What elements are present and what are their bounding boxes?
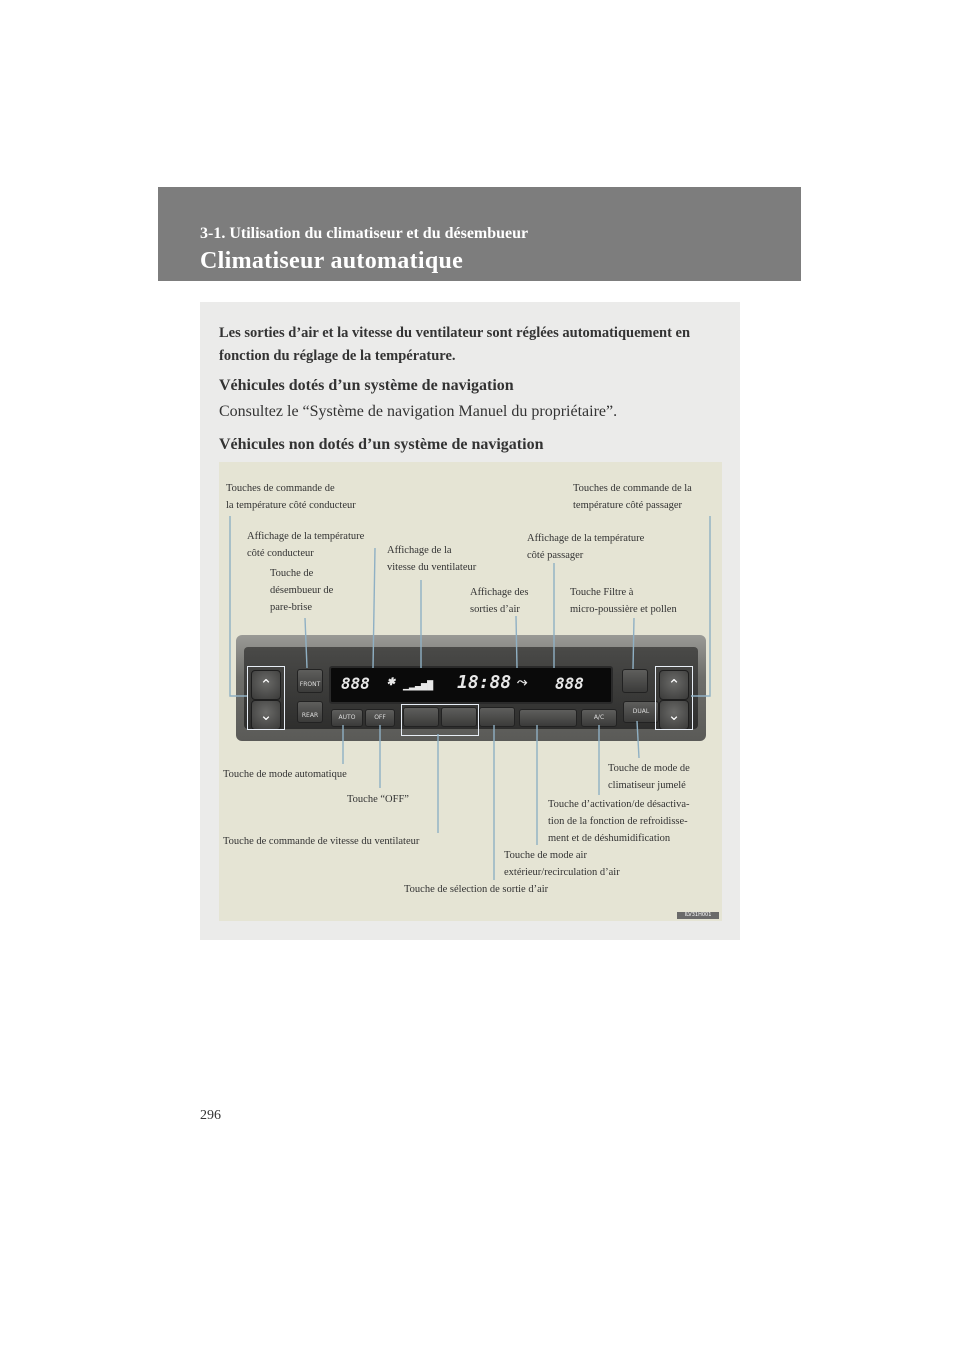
label-auto-mode: Touche de mode automatique [223, 769, 347, 780]
leader-lines [219, 462, 722, 921]
label-driver-temp-buttons: Touches de commande de la température côté conducteur [226, 483, 356, 511]
air-outlet-icon: ⤳ [517, 675, 528, 690]
label-recirculation: Touche de mode air extérieur/recirculation d’air [504, 850, 620, 878]
ac-button[interactable]: A/C [581, 709, 617, 727]
passenger-temp-up-button[interactable]: ⌃ [659, 670, 689, 700]
auto-button[interactable]: AUTO [331, 709, 363, 727]
nav-heading: Véhicules dotés d’un système de navigation [219, 377, 514, 394]
page-title: Climatiseur automatique [200, 248, 464, 274]
fan-bars-icon: ▁▂▃▅▇ [403, 680, 434, 691]
label-ac-button: Touche d’activation/de désactiva- tion de la fonction de refroidisse- ment et de déshumidification [548, 799, 690, 844]
label-air-outlet-display: Affichage des sorties d’air [470, 587, 529, 615]
fan-icon: ✱ [387, 674, 395, 689]
section-label: 3-1. Utilisation du climatiseur et du désembueur [200, 225, 529, 242]
label-off-button: Touche “OFF” [347, 794, 409, 805]
label-passenger-temp-buttons: Touches de commande de la température côté passager [573, 483, 692, 511]
nav-text: Consultez le “Système de navigation Manuel du propriétaire”. [219, 403, 618, 420]
rear-defogger-button[interactable]: REAR [297, 701, 323, 723]
label-fan-speed-display: Affichage de la vitesse du ventilateur [387, 545, 477, 573]
driver-temp-down-button[interactable]: ⌄ [251, 700, 281, 730]
label-fan-speed-buttons: Touche de commande de vitesse du ventilateur [223, 836, 420, 847]
driver-temp-up-button[interactable]: ⌃ [251, 670, 281, 700]
figure-code: ILV31H001 [677, 912, 719, 919]
off-button[interactable]: OFF [365, 709, 395, 727]
driver-temp-readout: 888 [341, 674, 370, 693]
intro-text: Les sorties d’air et la vitesse du ventilateur sont réglées automatiquement en fonction du réglage de la température. [219, 325, 691, 364]
label-dual-mode: Touche de mode de climatiseur jumelé [608, 763, 690, 791]
passenger-temp-readout: 888 [555, 674, 584, 693]
non-nav-heading: Véhicules non dotés d’un système de navigation [219, 436, 544, 453]
dual-button[interactable]: DUAL [623, 701, 659, 723]
front-defogger-button[interactable]: FRONT [297, 669, 323, 693]
clock-readout: 18:88 [457, 672, 512, 693]
passenger-temp-down-button[interactable]: ⌄ [659, 700, 689, 730]
climate-panel-diagram [219, 462, 722, 921]
label-windshield-defogger: Touche de désembueur de pare-brise [270, 568, 334, 613]
label-passenger-temp-display: Affichage de la température côté passager [527, 533, 645, 561]
label-outlet-select: Touche de sélection de sortie d’air [404, 884, 549, 895]
page-number: 296 [200, 1108, 221, 1123]
label-micro-filter: Touche Filtre à micro-poussière et pollen [570, 587, 677, 615]
label-driver-temp-display: Affichage de la température côté conducteur [247, 531, 365, 559]
